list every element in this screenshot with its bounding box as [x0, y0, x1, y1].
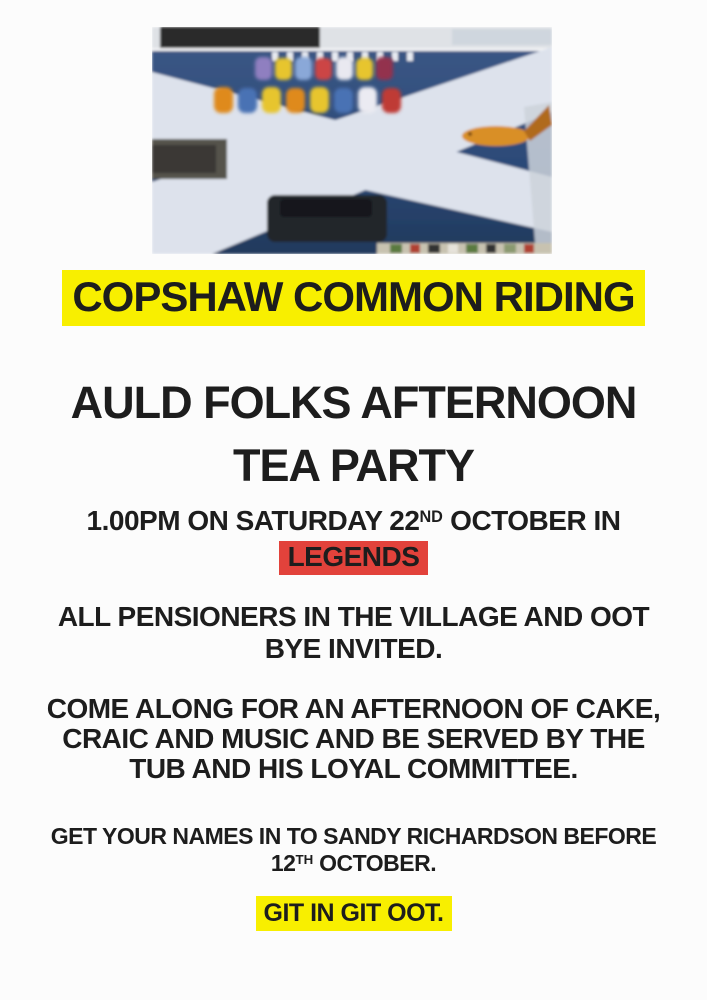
venue-text: LEGENDS: [287, 541, 420, 572]
schedule-line: [0, 504, 707, 542]
rsvp-line-2: [0, 850, 707, 880]
heading-line-1: AULD FOLKS AFTERNOON: [70, 377, 637, 428]
heading-line-2: TEA PARTY: [232, 440, 474, 491]
rsvp-date-after: OCTOBER.: [313, 850, 437, 876]
footer-highlight: [256, 896, 452, 931]
ordinal-superscript: TH: [295, 852, 314, 868]
venue-highlight: [279, 541, 429, 575]
rsvp-date: 12: [270, 850, 296, 876]
invite-paragraph: [0, 601, 707, 665]
schedule-text-after: OCTOBER IN: [442, 505, 621, 536]
details-paragraph: [0, 694, 707, 784]
banner-row: [0, 270, 707, 326]
details-line-2: CRAIC AND MUSIC AND BE SERVED BY THE: [62, 723, 645, 754]
ordinal-superscript: ND: [419, 507, 443, 526]
invite-line-1: ALL PENSIONERS IN THE VILLAGE AND OOT: [57, 601, 650, 632]
details-line-1: COME ALONG FOR AN AFTERNOON OF CAKE,: [46, 693, 661, 724]
saltire-flag-image: [152, 27, 552, 254]
banner-highlight: [62, 270, 644, 326]
details-line-3: TUB AND HIS LOYAL COMMITTEE.: [129, 753, 578, 784]
venue-row: [0, 541, 707, 575]
schedule-text: 1.00PM ON SATURDAY 22: [86, 505, 420, 536]
footer-row: [0, 896, 707, 931]
footer-text: GIT IN GIT OOT.: [263, 899, 444, 927]
invite-line-2: BYE INVITED.: [264, 633, 443, 664]
flag-photo: [152, 27, 552, 254]
event-heading: [0, 371, 707, 497]
banner-text: COPSHAW COMMON RIDING: [72, 273, 635, 320]
rsvp-line-1: GET YOUR NAMES IN TO SANDY RICHARDSON BEFORE: [50, 823, 657, 849]
rsvp-paragraph: [0, 823, 707, 880]
